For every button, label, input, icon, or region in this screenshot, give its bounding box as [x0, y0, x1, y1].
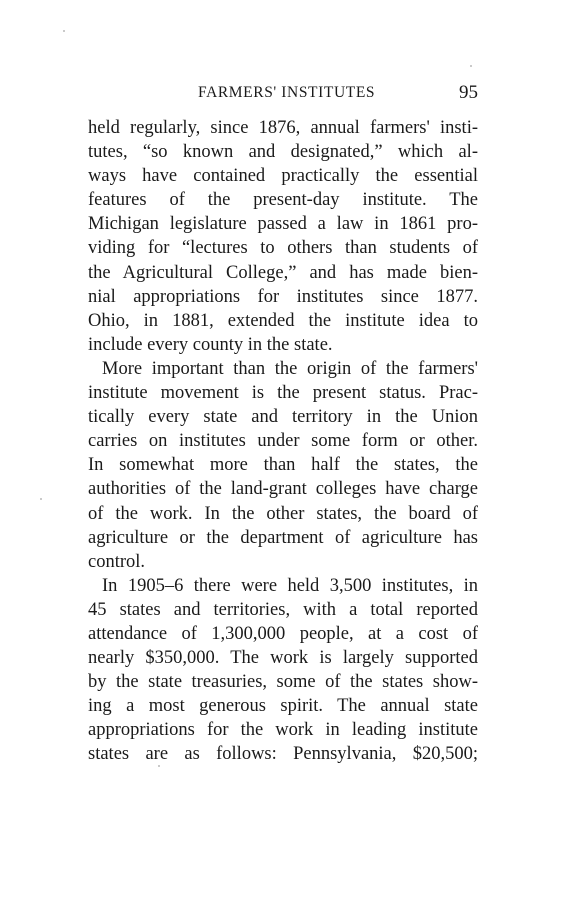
- text-line: carries on institutes under some form or other.: [88, 431, 478, 452]
- text-line: In somewhat more than half the states, the: [88, 455, 478, 476]
- text-line: More important than the origin of the farmers': [102, 358, 478, 379]
- text-line: Ohio, in 1881, extended the institute idea to: [88, 310, 478, 331]
- text-line: authorities of the land-grant colleges have charge: [88, 479, 478, 500]
- text-line: attendance of 1,300,000 people, at a cost of: [88, 623, 478, 644]
- text-line: ways have contained practically the essential: [88, 166, 478, 187]
- text-line: nearly $350,000. The work is largely supported: [88, 648, 478, 669]
- text-line: control.: [88, 551, 146, 572]
- text-line: features of the present-day institute. The: [88, 190, 478, 211]
- running-head: [88, 84, 478, 108]
- text-line: include every county in the state.: [88, 334, 333, 355]
- paper-speck: [40, 498, 42, 500]
- paper-speck: [63, 30, 65, 32]
- text-line: held regularly, since 1876, annual farmers' insti-: [88, 118, 478, 138]
- text-line: In 1905–6 there were held 3,500 institutes, in: [102, 575, 478, 596]
- text-line: institute movement is the present status. Prac-: [88, 383, 478, 404]
- text-line: Michigan legislature passed a law in 1861 pro-: [88, 214, 478, 235]
- text-line: ing a most generous spirit. The annual state: [88, 696, 478, 717]
- text-line: of the work. In the other states, the board of: [88, 503, 478, 524]
- body-text: [88, 116, 478, 767]
- text-line: appropriations for the work in leading institute: [88, 720, 478, 741]
- paper-speck: [470, 65, 472, 67]
- running-title: FARMERS' INSTITUTES: [198, 84, 376, 101]
- paper-speck: [158, 765, 160, 767]
- text-line: agriculture or the department of agriculture has: [88, 527, 478, 548]
- text-line: states are as follows: Pennsylvania, $20,500;: [88, 744, 478, 765]
- text-line: 45 states and territories, with a total reported: [88, 599, 478, 620]
- page-number: 95: [459, 82, 478, 103]
- text-line: nial appropriations for institutes since 1877.: [88, 286, 478, 307]
- text-line: the Agricultural College,” and has made bien-: [88, 262, 478, 283]
- text-line: tically every state and territory in the Union: [88, 407, 478, 428]
- text-line: tutes, “so known and designated,” which al-: [88, 142, 478, 163]
- text-line: by the state treasuries, some of the states show-: [88, 672, 478, 693]
- text-line: viding for “lectures to others than students of: [88, 238, 478, 259]
